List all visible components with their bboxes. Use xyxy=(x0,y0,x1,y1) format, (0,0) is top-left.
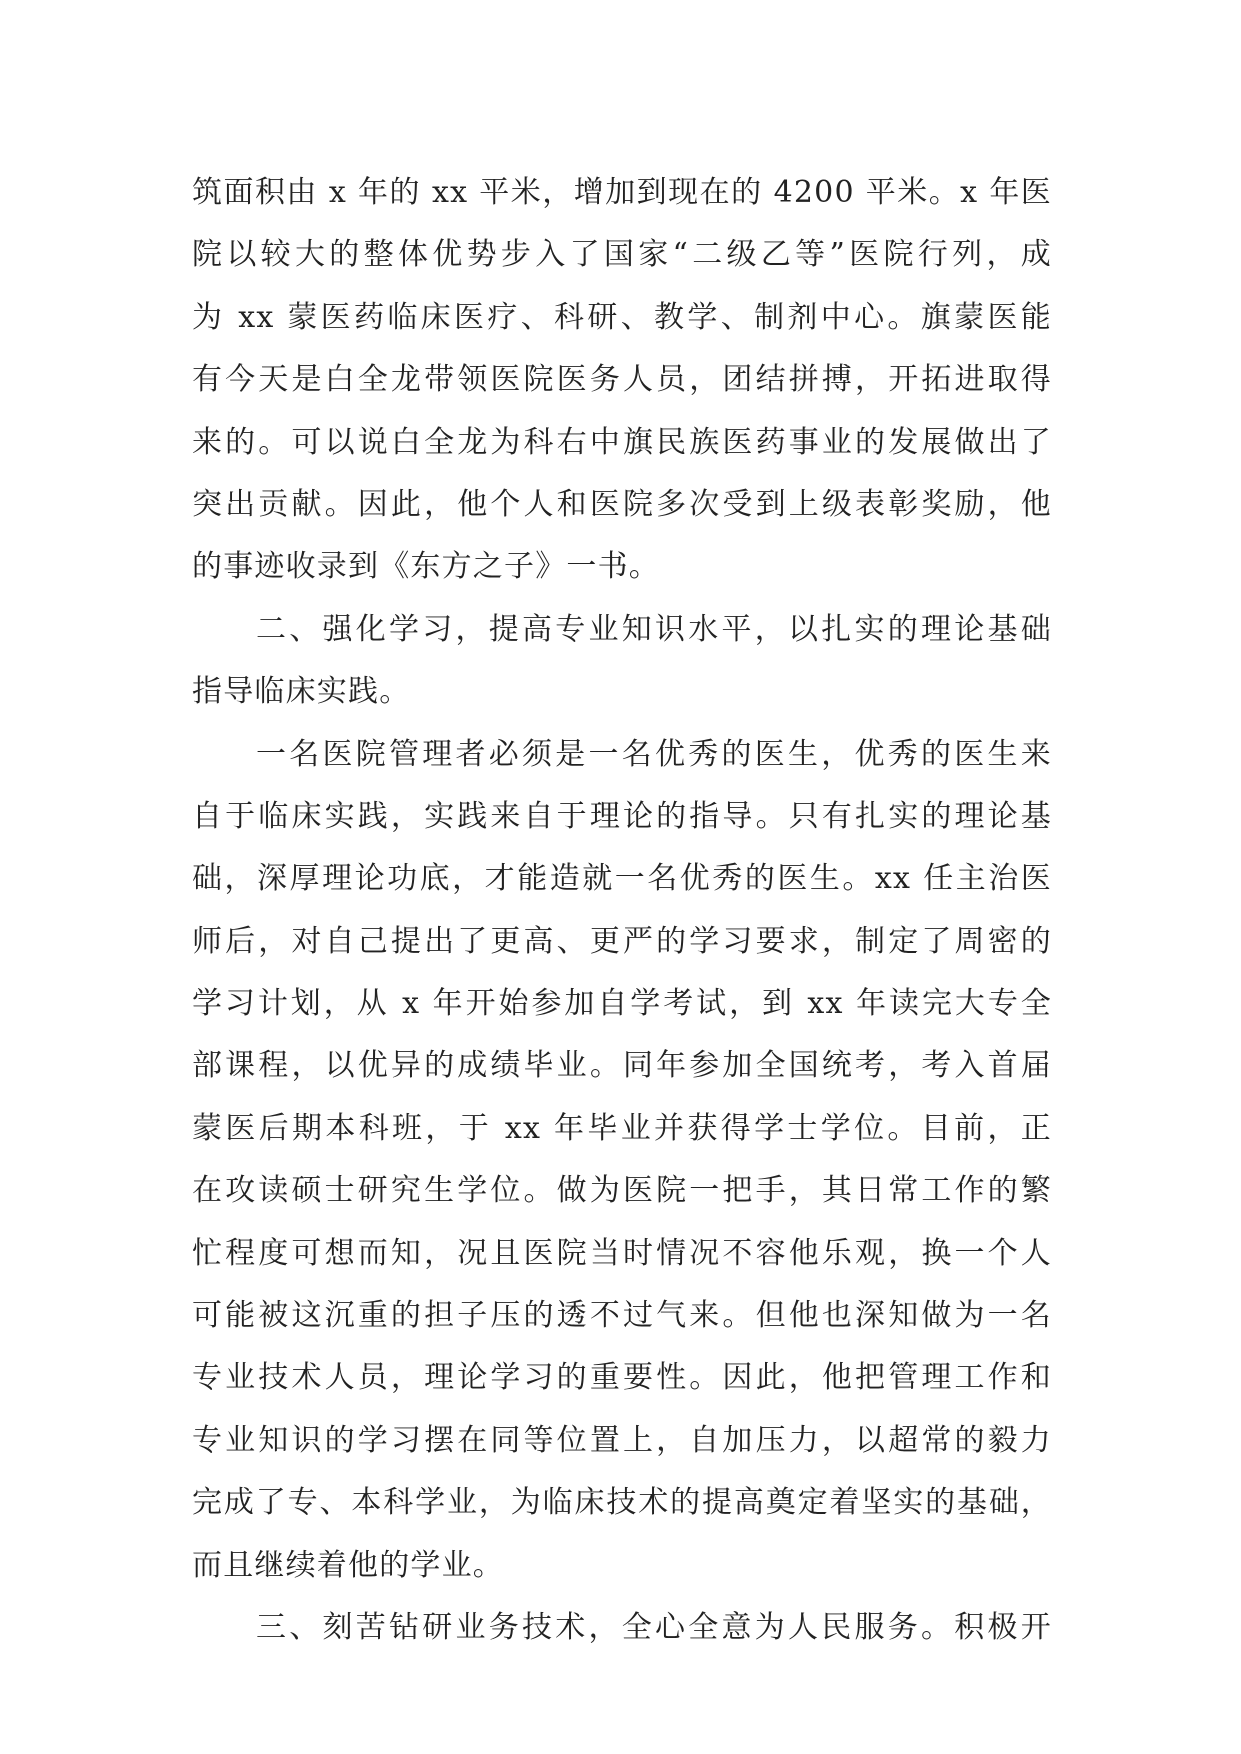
text-line: 而且继续着他的学业。 xyxy=(192,1547,504,1583)
document-body xyxy=(192,162,1052,1659)
text-line: 二、强化学习，提高专业知识水平，以扎实的理论基础 xyxy=(256,611,1052,647)
section-heading-3 xyxy=(192,1597,1052,1659)
text-line: 筑面积由 x 年的 xx 平米，增加到现在的 4200 平米。x 年医 xyxy=(192,175,1052,210)
text-line: 院以较大的整体优势步入了国家“二级乙等”医院行列，成 xyxy=(192,237,1052,273)
text-line: 础，深厚理论功底，才能造就一名优秀的医生。xx 任主治医 xyxy=(192,861,1052,897)
text-line: 师后，对自己提出了更高、更严的学习要求，制定了周密的 xyxy=(192,923,1052,959)
text-line: 三、刻苦钻研业务技术，全心全意为人民服务。积极开 xyxy=(256,1609,1052,1645)
text-line: 蒙医后期本科班，于 xx 年毕业并获得学士学位。目前，正 xyxy=(192,1110,1052,1146)
section-heading-2 xyxy=(192,599,1052,724)
text-line: 学习计划，从 x 年开始参加自学考试，到 xx 年读完大专全 xyxy=(192,986,1052,1022)
text-line: 可能被这沉重的担子压的透不过气来。但他也深知做为一名 xyxy=(192,1298,1052,1334)
text-line: 专业技术人员，理论学习的重要性。因此，他把管理工作和 xyxy=(192,1360,1052,1396)
text-line: 部课程，以优异的成绩毕业。同年参加全国统考，考入首届 xyxy=(192,1048,1052,1084)
text-line: 忙程度可想而知，况且医院当时情况不容他乐观，换一个人 xyxy=(192,1235,1052,1271)
text-line: 完成了专、本科学业，为临床技术的提高奠定着坚实的基础， xyxy=(192,1485,1052,1521)
text-line: 来的。可以说白全龙为科右中旗民族医药事业的发展做出了 xyxy=(192,424,1052,460)
paragraph-hospital-development xyxy=(192,162,1052,599)
text-line: 突出贡献。因此，他个人和医院多次受到上级表彰奖励，他 xyxy=(192,486,1052,522)
text-line: 专业知识的学习摆在同等位置上，自加压力，以超常的毅力 xyxy=(192,1422,1052,1458)
text-line: 的事迹收录到《东方之子》一书。 xyxy=(192,549,660,585)
text-line: 有今天是白全龙带领医院医务人员，团结拼搏，开拓进取得 xyxy=(192,362,1052,398)
text-line: 指导临床实践。 xyxy=(192,674,411,710)
paragraph-study-and-practice xyxy=(192,724,1052,1597)
text-line: 为 xx 蒙医药临床医疗、科研、教学、制剂中心。旗蒙医能 xyxy=(192,299,1052,335)
text-line: 自于临床实践，实践来自于理论的指导。只有扎实的理论基 xyxy=(192,798,1052,834)
text-line: 一名医院管理者必须是一名优秀的医生，优秀的医生来 xyxy=(256,736,1052,772)
text-line: 在攻读硕士研究生学位。做为医院一把手，其日常工作的繁 xyxy=(192,1173,1052,1209)
